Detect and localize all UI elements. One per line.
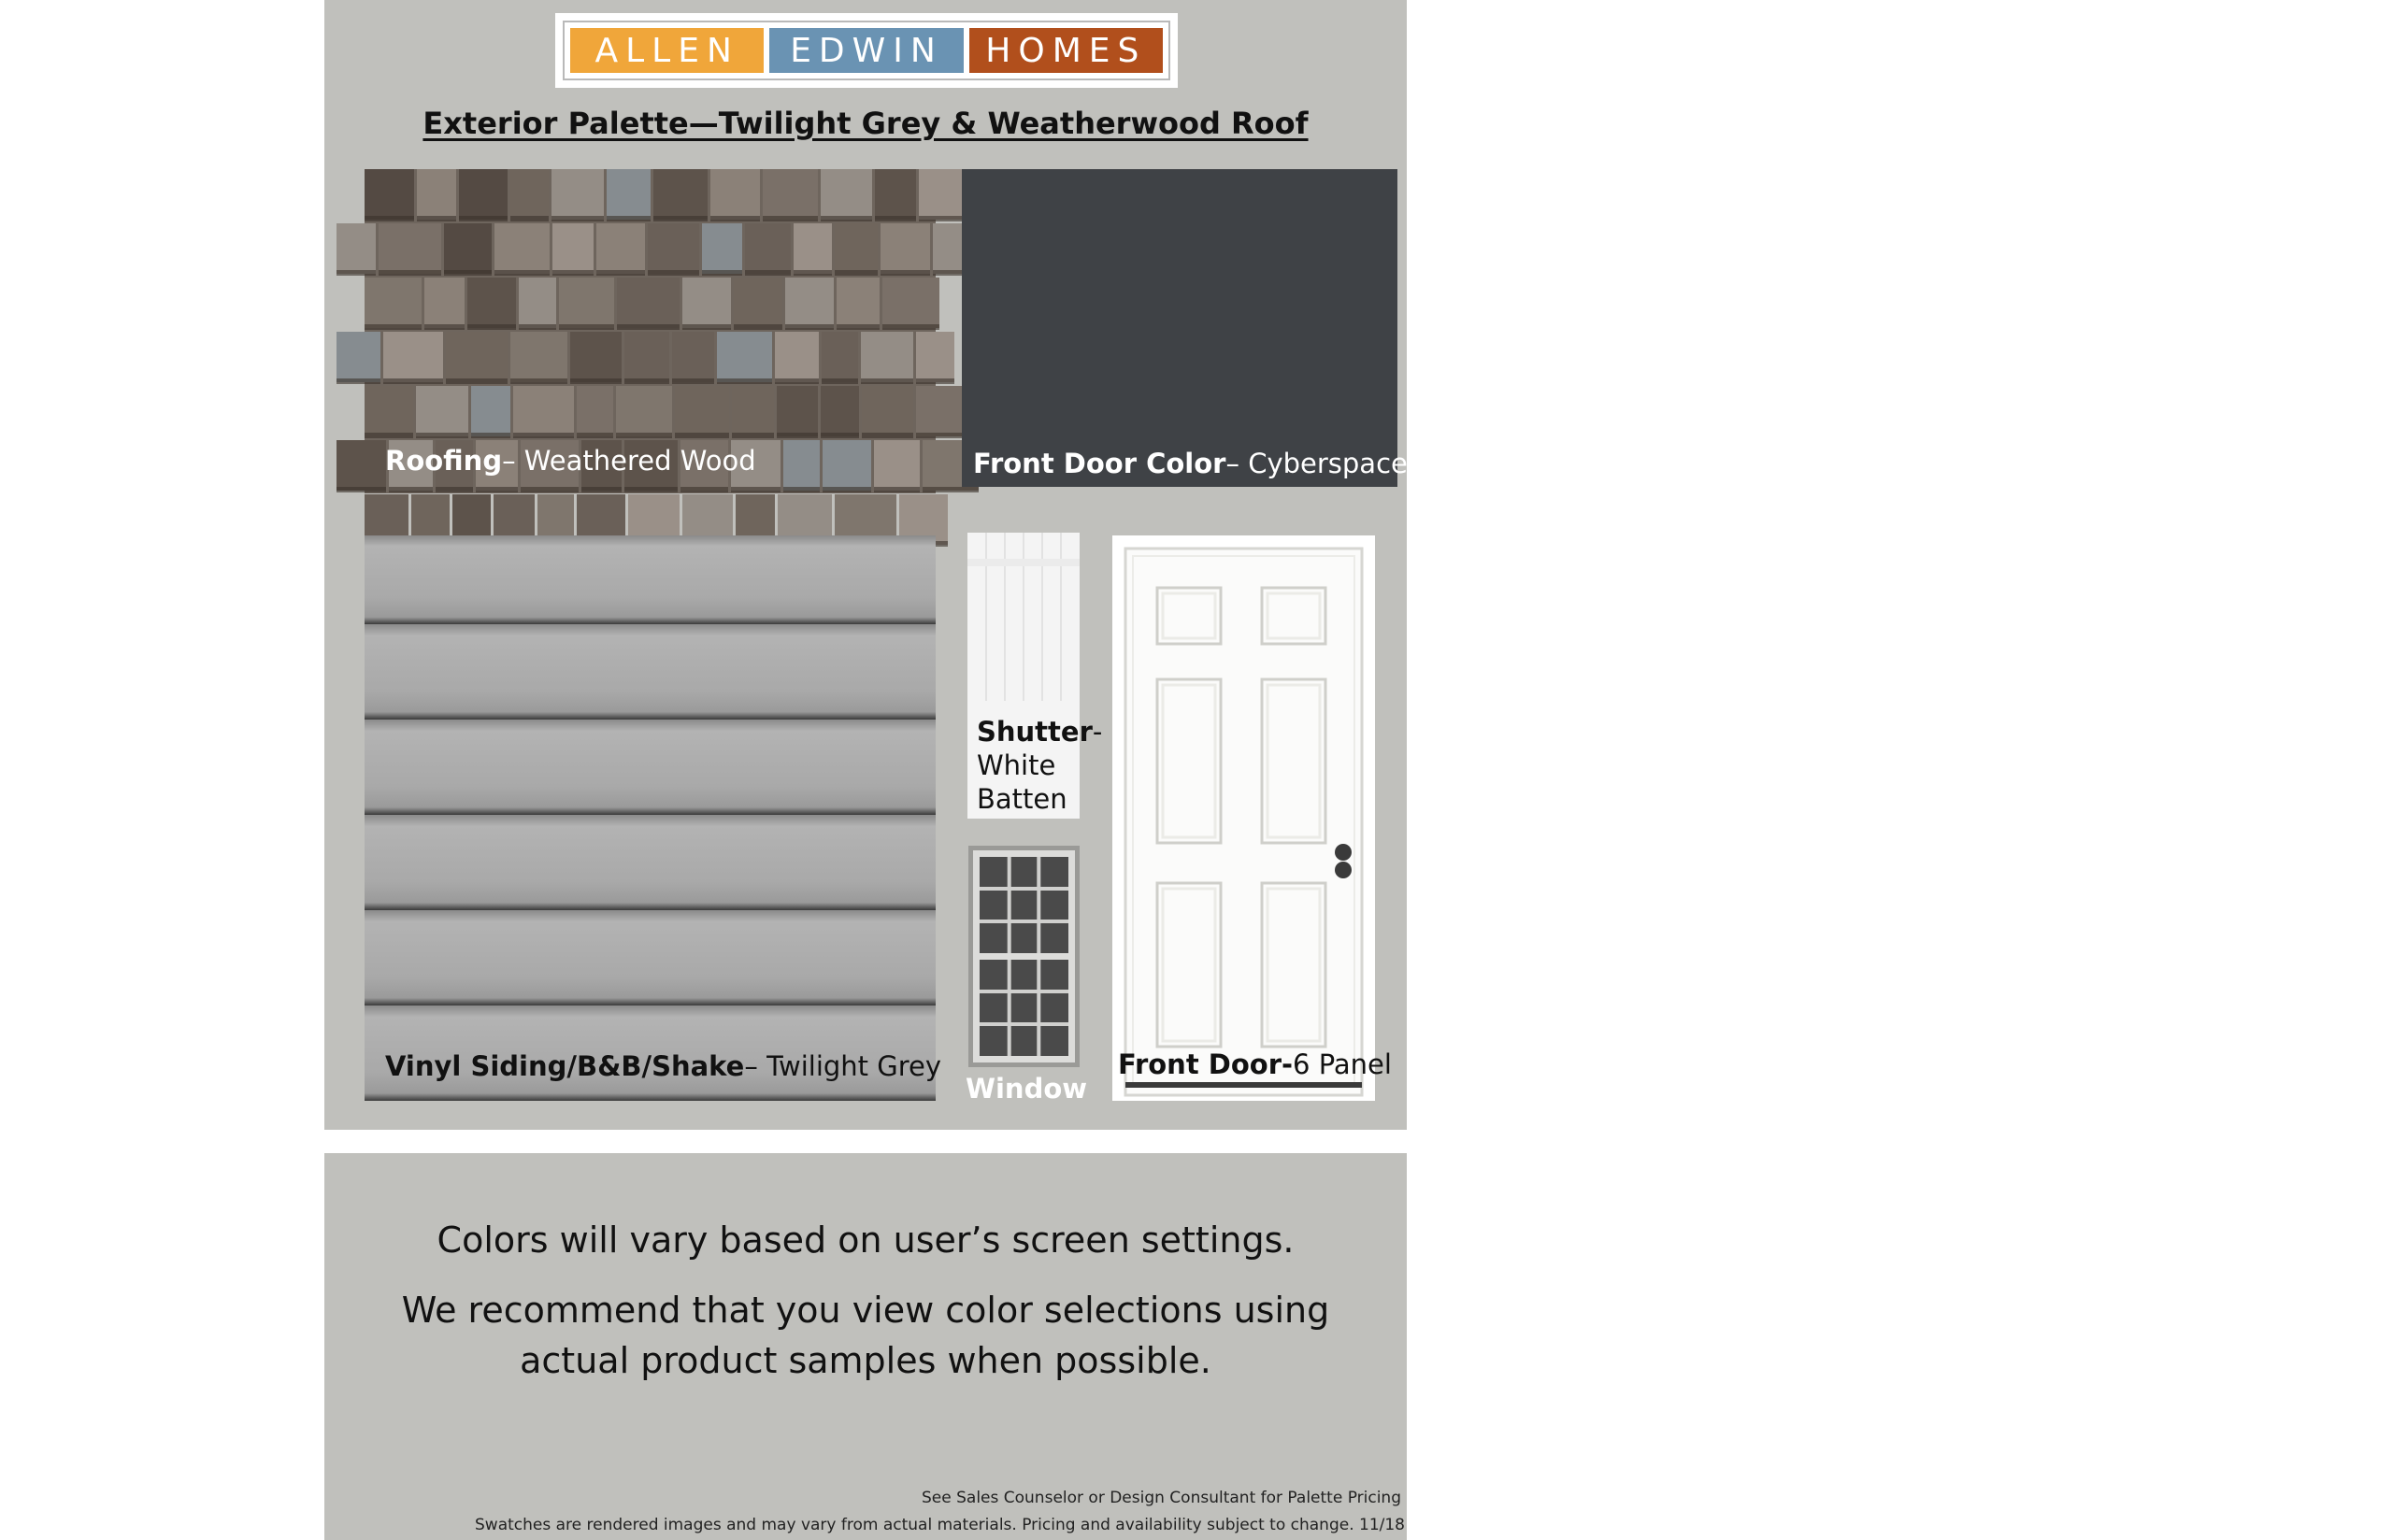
roofing-swatch	[365, 169, 936, 493]
six-panel-door-illustration	[1112, 535, 1375, 1101]
front-door-color-swatch	[962, 169, 1408, 487]
recommendation-line-1: We recommend that you view color selections using	[401, 1290, 1330, 1331]
front-door-swatch	[1112, 535, 1392, 1101]
shutter-label	[977, 715, 1103, 816]
swatch-disclaimer-note: Swatches are rendered images and may vary from actual materials. Pricing and availability subject to change. 11/18	[475, 1516, 1405, 1534]
roofing-name: Roofing	[385, 445, 503, 477]
logo-segment-allen: ALLEN	[570, 28, 764, 73]
window-label: Window	[966, 1073, 1088, 1105]
vinyl-siding-value: – Twilight Grey	[744, 1050, 942, 1082]
roofing-value: – Weathered Wood	[502, 445, 756, 477]
shutter-swatch	[967, 533, 1103, 819]
logo-segment-homes: HOMES	[969, 28, 1163, 73]
shutter-value: - White Batten	[977, 716, 1103, 815]
window-swatch	[968, 846, 1080, 1067]
front-door-label	[1118, 1048, 1392, 1080]
front-door-color-value: – Cyberspace	[1225, 448, 1408, 479]
allen-edwin-homes-logo	[555, 13, 1178, 88]
product-samples-recommendation	[324, 1285, 1407, 1386]
palette-title: Exterior Palette—Twilight Grey & Weatherwood Roof	[422, 106, 1309, 141]
front-door-value: 6 Panel	[1293, 1048, 1392, 1080]
roofing-label	[385, 445, 756, 477]
pricing-note: See Sales Counselor or Design Consultant for Palette Pricing	[922, 1489, 1401, 1507]
vinyl-siding-label	[385, 1050, 941, 1082]
window-illustration	[968, 846, 1080, 1067]
logo-segment-edwin: EDWIN	[769, 28, 963, 73]
recommendation-line-2: actual product samples when possible.	[520, 1340, 1211, 1381]
vinyl-siding-name: Vinyl Siding/B&B/Shake	[385, 1050, 745, 1082]
front-door-color-label	[973, 448, 1408, 479]
vinyl-siding-swatch	[365, 535, 942, 1101]
siding-texture	[365, 535, 936, 1101]
shutter-name: Shutter	[977, 716, 1093, 748]
front-door-color-name: Front Door Color	[973, 448, 1226, 479]
front-door-name: Front Door-	[1118, 1048, 1294, 1080]
screen-settings-disclaimer: Colors will vary based on user’s screen settings.	[437, 1219, 1295, 1261]
